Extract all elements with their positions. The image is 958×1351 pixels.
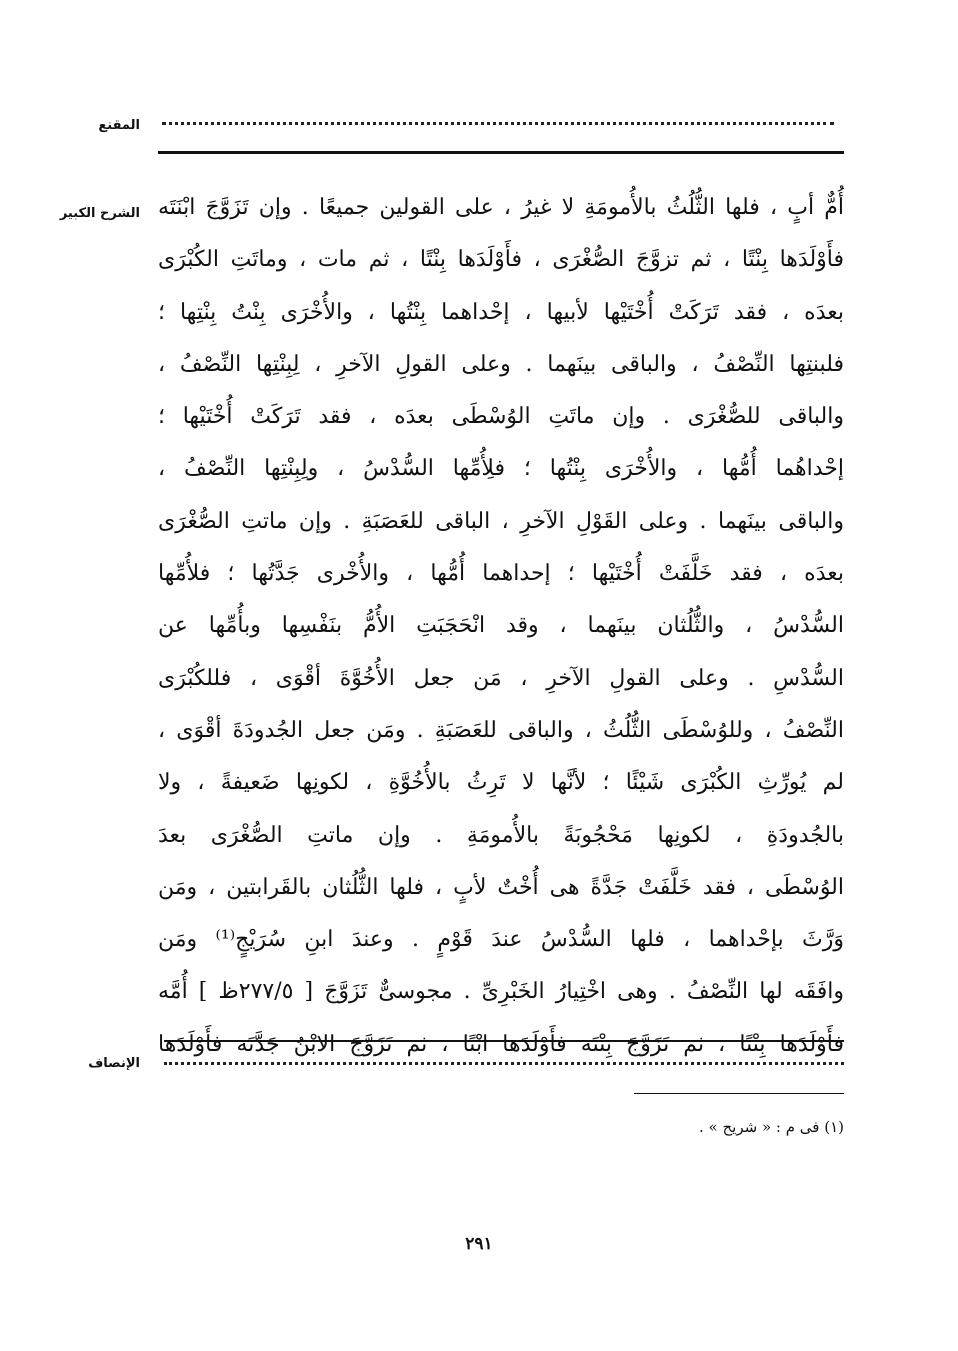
bottom-rule <box>164 1040 844 1042</box>
bottom-dotted-separator <box>164 1062 844 1065</box>
text-line: بالجُدودَةِ ، لكونِها مَحْجُوبَةً بالأُمومَةِ . وإن ماتتِ الصُّغْرَى بعدَ <box>158 822 844 848</box>
top-rule <box>158 151 844 154</box>
top-dotted-separator <box>162 122 834 125</box>
text-line: فأَوْلَدَها بِنْتًا ، ثم تَزَوَّجَ بِنْتَه فأَوْلَدَها ابْنًا ، ثم تَزَوَّجَ الابْنُ جَدَّتَه فأَوْلَدَها <box>158 1031 844 1057</box>
text-line: السُّدْسِ . وعلى القولِ الآخرِ ، مَن جعل الأُخُوَّةَ أقْوَى ، فللكُبْرَى <box>158 665 844 691</box>
text-line: وافَقَه لها النِّصْفُ . وهى اخْتِيارُ الخَبْرِىِّ . مجوسىٌّ تَزَوَّجَ [ ٢٧٧/٥ظ ] أُمَّه <box>158 979 844 1005</box>
text-line: والباقى للصُّغْرَى . وإن ماتَتِ الوُسْطَى بعدَه ، فقد تَرَكَتْ أُخْتَيْها ؛ <box>158 404 844 430</box>
text-line: أُمٌّ أبٍ ، فلها الثُّلُثُ بالأُمومَةِ لا غيرُ ، على القولين جميعًا . وإن تَزَوَّجَ ابْنَتَه <box>158 195 844 220</box>
footnote: (١) فى م : « شريح » . <box>699 1118 844 1136</box>
text-line: النِّصْفُ ، وللوُسْطَى الثُّلُثُ ، والباقى للعَصَبَةِ . ومَن جعل الجُدودَةَ أقْوَى ، <box>158 717 844 743</box>
text-line: بعدَه ، فقد تَرَكَتْ أُخْتَيْها لأبيها ، إحْداهما بِنْتُها ، والأُخْرَى بِنْتُ بِنْتِها ؛ <box>158 299 844 325</box>
text-line: فلبنتِها النِّصْفُ ، والباقى بينَهما . وعلى القولِ الآخرِ ، لِبِنْتِها النِّصْفُ ، <box>158 351 844 377</box>
text-line: السُّدْسُ ، والثُّلُثان بينَهما ، وقد انْحَجَبَتِ الأُمُّ بنَفْسِها وبأُمِّها عن <box>158 613 844 639</box>
text-line: والباقى بينَهما . وعلى القَوْلِ الآخرِ ، الباقى للعَصَبَةِ . وإن ماتتِ الصُّغْرَى <box>158 508 844 534</box>
main-text-block <box>158 182 844 1071</box>
margin-label-muqni: المقنع <box>98 118 140 133</box>
text-line: الوُسْطَى ، فقد خَلَّفَتْ جَدَّةً هى أُخْتٌ لأبٍ ، فلها الثُّلُثان بالقَرابتين ، ومَن <box>158 874 844 900</box>
text-line: وَرَّثَ بإحْداهما ، فلها السُّدْسُ عندَ قَوْمٍ . وعندَ ابنِ سُرَيْجٍ⁽¹⁾ ومَن <box>158 927 844 953</box>
footnote-rule <box>634 1093 844 1094</box>
text-line: فأَوْلَدَها بِنْتًا ، ثم تزوَّجَ الصُّغْرَى ، فأَوْلَدَها بِنْتًا ، ثم مات ، وماتَتِ الكُبْرَى <box>158 247 844 273</box>
text-line: بعدَه ، فقد خَلَّفَتْ أُخْتَيْها ؛ إحداهما أُمُّها ، والأُخْرى جَدَّتُها ؛ فلأُمِّها <box>158 561 844 587</box>
page-number: ٢٩١ <box>465 1234 493 1254</box>
margin-label-insaf: الإنصاف <box>88 1056 140 1071</box>
margin-label-sharh-kabir: الشرح الكبير <box>59 206 140 221</box>
text-line: لم يُورِّثِ الكُبْرَى شَيْئًا ؛ لأنَّها لا تَرِثُ بالأُخُوَّةِ ، لكونِها ضَعيفةً ، ولا <box>158 770 844 796</box>
text-line: إحْداهُما أُمُّها ، والأُخْرَى بِنْتُها ؛ فلِأُمِّها السُّدْسُ ، ولِبِنْتِها النِّصْفُ ، <box>158 456 844 482</box>
